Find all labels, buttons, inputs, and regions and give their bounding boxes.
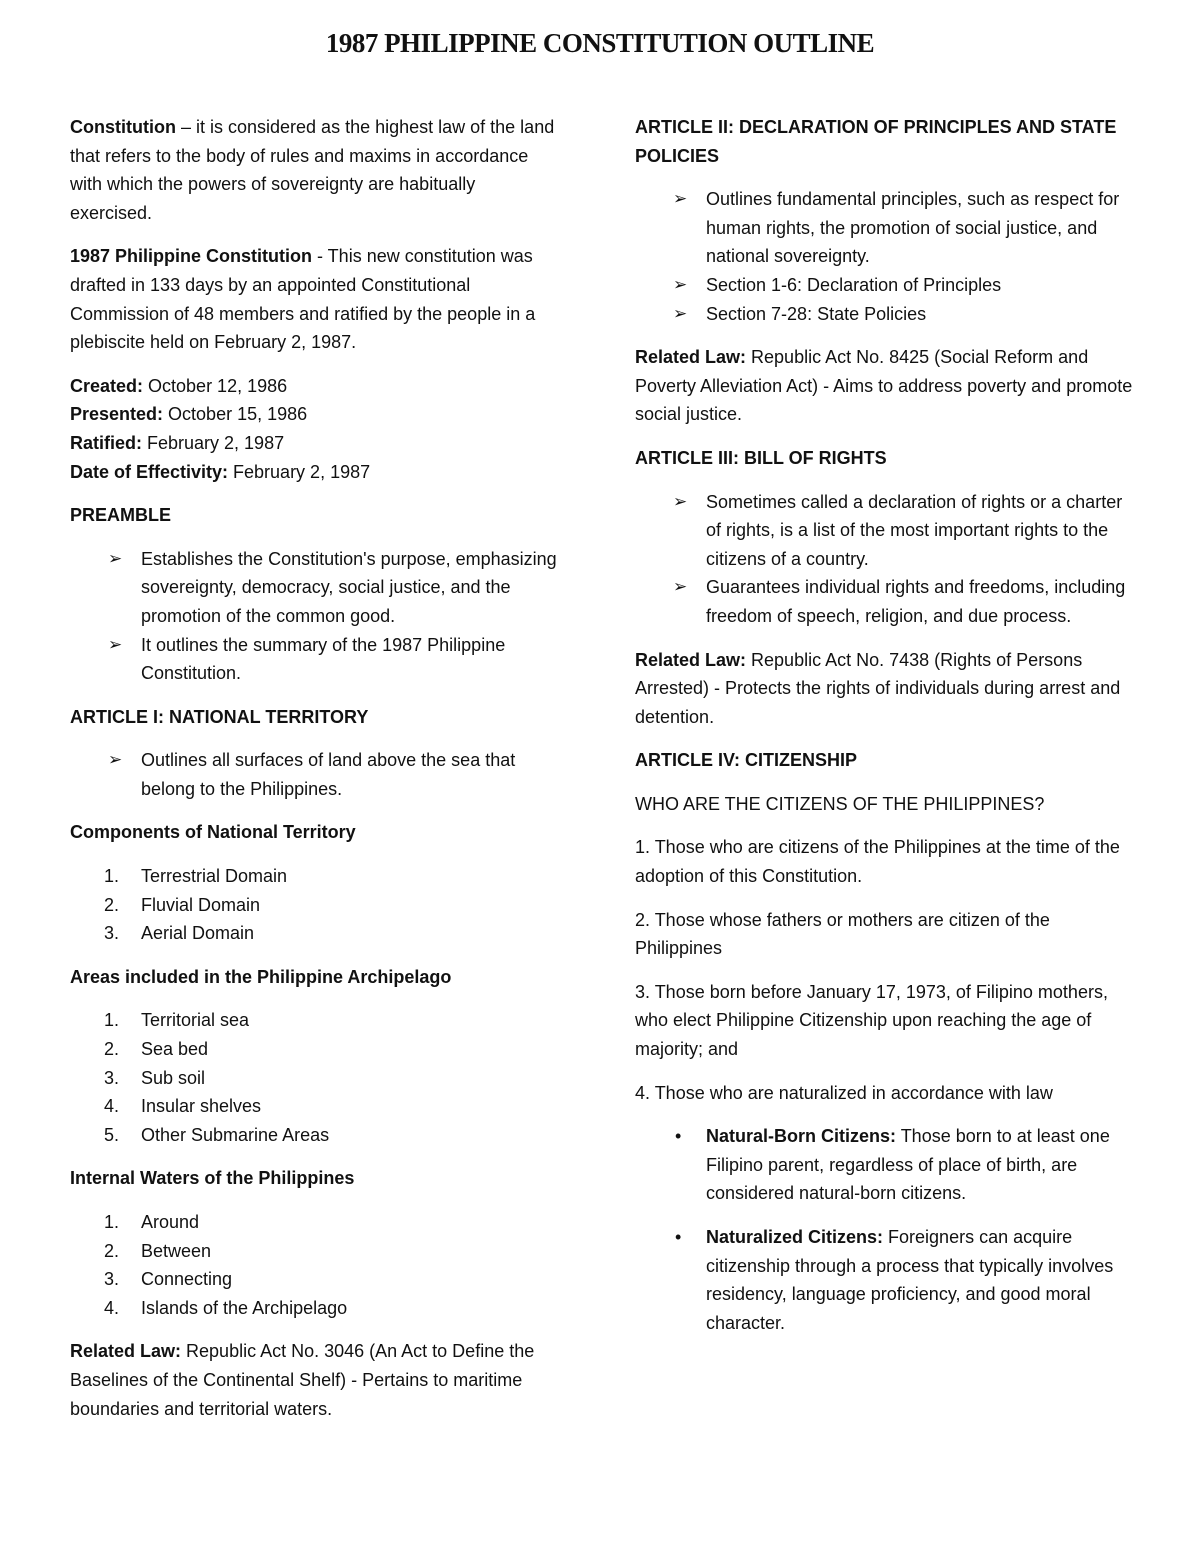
related-law-label: Related Law: bbox=[635, 347, 747, 368]
list-item bbox=[70, 1035, 560, 1064]
internal-waters-list bbox=[70, 1208, 560, 1322]
list-item bbox=[70, 631, 560, 688]
arrow-bullet-icon: ➢ bbox=[108, 634, 123, 654]
arrow-bullet-icon: ➢ bbox=[673, 491, 688, 511]
list-item-text: Between bbox=[141, 1240, 212, 1261]
list-number: 3. bbox=[104, 1067, 120, 1088]
list-item-text: Sometimes called a declaration of rights or a charter of rights, is a list of the most important rights to the citizens of a country. bbox=[706, 491, 1123, 569]
list-item bbox=[70, 1265, 560, 1294]
dot-bullet-icon: • bbox=[675, 1126, 682, 1147]
dates-block bbox=[70, 372, 560, 486]
list-item-text: Around bbox=[141, 1212, 200, 1232]
citizen-item: 2. Those whose fathers or mothers are citizen of the Philippines bbox=[635, 909, 1050, 959]
phil-constitution-definition bbox=[70, 242, 560, 356]
arrow-bullet-icon: ➢ bbox=[673, 274, 688, 294]
citizen-type-term: Naturalized Citizens: bbox=[706, 1227, 884, 1247]
citizen-type-term: Natural-Born Citizens: bbox=[706, 1126, 897, 1147]
list-item-text: Sea bed bbox=[141, 1039, 209, 1060]
related-law-article2 bbox=[635, 343, 1135, 429]
list-item bbox=[70, 746, 560, 803]
list-item-text: Terrestrial Domain bbox=[141, 866, 288, 887]
related-law-label: Related Law: bbox=[70, 1341, 182, 1362]
date-created bbox=[70, 372, 560, 401]
list-item bbox=[635, 300, 1135, 329]
list-item bbox=[70, 919, 560, 948]
list-item bbox=[70, 1006, 560, 1035]
phil-constitution-text: - This new constitution was drafted in 133 days by an appointed Constitutional Commission of 48 members and ratified by the people in a plebiscite held on February 2, 1987. bbox=[70, 246, 536, 353]
list-item-text: Outlines fundamental principles, such as respect for human rights, the promotion of social justice, and national sovereignty. bbox=[706, 189, 1120, 267]
citizen-types-list bbox=[635, 1122, 1135, 1337]
dot-bullet-icon: • bbox=[675, 1227, 682, 1247]
date-label: Presented: bbox=[70, 404, 164, 425]
list-item bbox=[70, 891, 560, 920]
list-number: 1. bbox=[104, 1212, 120, 1232]
arrow-bullet-icon: ➢ bbox=[673, 577, 688, 597]
list-item-text: Connecting bbox=[141, 1269, 233, 1290]
citizen-item: 1. Those who are citizens of the Philippines at the time of the adoption of this Constitution. bbox=[635, 837, 1120, 887]
list-item bbox=[635, 573, 1135, 630]
related-law-label: Related Law: bbox=[635, 649, 747, 670]
article1-heading: ARTICLE I: NATIONAL TERRITORY bbox=[70, 706, 369, 727]
list-number: 1. bbox=[104, 1010, 120, 1031]
date-value: October 12, 1986 bbox=[143, 375, 288, 396]
list-item bbox=[70, 1208, 560, 1237]
constitution-text: – it is considered as the highest law of the land that refers to the body of rules and maxims in accordance with which the powers of sovereignty are habitually exercised. bbox=[70, 117, 555, 223]
article2-heading: ARTICLE II: DECLARATION OF PRINCIPLES AND STATE POLICIES bbox=[635, 117, 1117, 166]
date-label: Created: bbox=[70, 375, 144, 396]
list-item bbox=[70, 1064, 560, 1093]
date-value: February 2, 1987 bbox=[142, 432, 285, 453]
page-title: 1987 PHILIPPINE CONSTITUTION OUTLINE bbox=[325, 28, 875, 58]
list-item bbox=[70, 1294, 560, 1323]
date-ratified bbox=[70, 429, 560, 458]
list-item bbox=[635, 185, 1135, 271]
list-item-text: Other Submarine Areas bbox=[141, 1124, 330, 1145]
list-item-text: Islands of the Archipelago bbox=[141, 1297, 348, 1318]
list-item bbox=[70, 1237, 560, 1266]
list-item bbox=[70, 1092, 560, 1121]
related-law-text: Republic Act No. 8425 (Social Reform and Poverty Alleviation Act) - Aims to address poverty and promote social justice. bbox=[635, 347, 1133, 425]
list-number: 5. bbox=[104, 1124, 120, 1145]
article1-list bbox=[70, 746, 560, 803]
related-law-text: Republic Act No. 7438 (Rights of Persons Arrested) - Protects the rights of individuals during arrest and detention. bbox=[635, 649, 1121, 727]
arrow-bullet-icon: ➢ bbox=[108, 750, 123, 770]
list-item-text: Guarantees individual rights and freedoms, including freedom of speech, religion, and due process. bbox=[706, 577, 1126, 626]
list-item-text: It outlines the summary of the 1987 Philippine Constitution. bbox=[141, 634, 506, 684]
citizen-item: 4. Those who are naturalized in accordance with law bbox=[635, 1082, 1053, 1103]
list-item bbox=[635, 271, 1135, 300]
date-value: October 15, 1986 bbox=[163, 404, 308, 425]
related-law-article1 bbox=[70, 1337, 560, 1423]
date-effectivity bbox=[70, 458, 560, 487]
phil-constitution-term: 1987 Philippine Constitution bbox=[70, 246, 313, 267]
list-number: 2. bbox=[104, 1240, 120, 1261]
preamble-list bbox=[70, 545, 560, 688]
preamble-heading: PREAMBLE bbox=[70, 505, 172, 526]
constitution-definition bbox=[70, 113, 560, 227]
list-number: 1. bbox=[104, 866, 120, 887]
list-item bbox=[635, 1223, 1135, 1337]
list-item-text: Territorial sea bbox=[141, 1010, 250, 1031]
date-label: Date of Effectivity: bbox=[70, 461, 229, 482]
list-item-text: Section 7-28: State Policies bbox=[706, 303, 927, 324]
list-item bbox=[635, 488, 1135, 574]
components-list bbox=[70, 862, 560, 948]
list-number: 4. bbox=[104, 1297, 120, 1318]
list-item-text: Fluvial Domain bbox=[141, 894, 261, 915]
list-item bbox=[70, 862, 560, 891]
list-number: 2. bbox=[104, 894, 120, 915]
right-column bbox=[635, 113, 1135, 1352]
areas-heading: Areas included in the Philippine Archipelago bbox=[70, 966, 452, 987]
internal-waters-heading: Internal Waters of the Philippines bbox=[70, 1168, 355, 1189]
related-law-article3 bbox=[635, 646, 1135, 732]
components-heading: Components of National Territory bbox=[70, 822, 356, 843]
list-item-text: Section 1-6: Declaration of Principles bbox=[706, 274, 1002, 295]
list-item-text: Outlines all surfaces of land above the sea that belong to the Philippines. bbox=[141, 750, 516, 799]
date-label: Ratified: bbox=[70, 432, 142, 453]
list-item-text: Insular shelves bbox=[141, 1096, 262, 1117]
constitution-term: Constitution bbox=[70, 117, 176, 137]
related-law-text: Republic Act No. 3046 (An Act to Define the Baselines of the Continental Shelf) - Pertains to maritime boundaries and territorial waters. bbox=[70, 1341, 535, 1419]
areas-list bbox=[70, 1006, 560, 1149]
article2-list bbox=[635, 185, 1135, 328]
citizen-item: 3. Those born before January 17, 1973, of Filipino mothers, who elect Philippine Citizenship upon reaching the age of majority; and bbox=[635, 981, 1108, 1060]
arrow-bullet-icon: ➢ bbox=[108, 548, 123, 568]
list-number: 4. bbox=[104, 1096, 120, 1117]
arrow-bullet-icon: ➢ bbox=[673, 189, 688, 209]
citizen-type-text: Foreigners can acquire citizenship through a process that typically involves residency, language proficiency, and good moral character. bbox=[706, 1227, 1114, 1333]
list-item-text: Establishes the Constitution's purpose, emphasizing sovereignty, democracy, social justice, and the promotion of the common good. bbox=[141, 548, 557, 626]
list-number: 3. bbox=[104, 923, 120, 944]
left-column bbox=[70, 113, 560, 1438]
list-number: 3. bbox=[104, 1269, 120, 1290]
article3-heading: ARTICLE III: BILL OF RIGHTS bbox=[635, 447, 887, 468]
list-item bbox=[70, 545, 560, 631]
date-presented bbox=[70, 400, 560, 429]
list-item bbox=[635, 1122, 1135, 1208]
citizen-type-text: Those born to at least one Filipino parent, regardless of place of birth, are considered natural-born citizens. bbox=[706, 1126, 1110, 1204]
arrow-bullet-icon: ➢ bbox=[673, 303, 688, 323]
list-item bbox=[70, 1121, 560, 1150]
list-number: 2. bbox=[104, 1039, 120, 1060]
date-value: February 2, 1987 bbox=[228, 461, 371, 482]
article3-list bbox=[635, 488, 1135, 631]
list-item-text: Aerial Domain bbox=[141, 923, 255, 944]
citizens-question: WHO ARE THE CITIZENS OF THE PHILIPPINES? bbox=[635, 793, 1045, 814]
article4-heading: ARTICLE IV: CITIZENSHIP bbox=[635, 750, 858, 771]
list-item-text: Sub soil bbox=[141, 1067, 206, 1088]
